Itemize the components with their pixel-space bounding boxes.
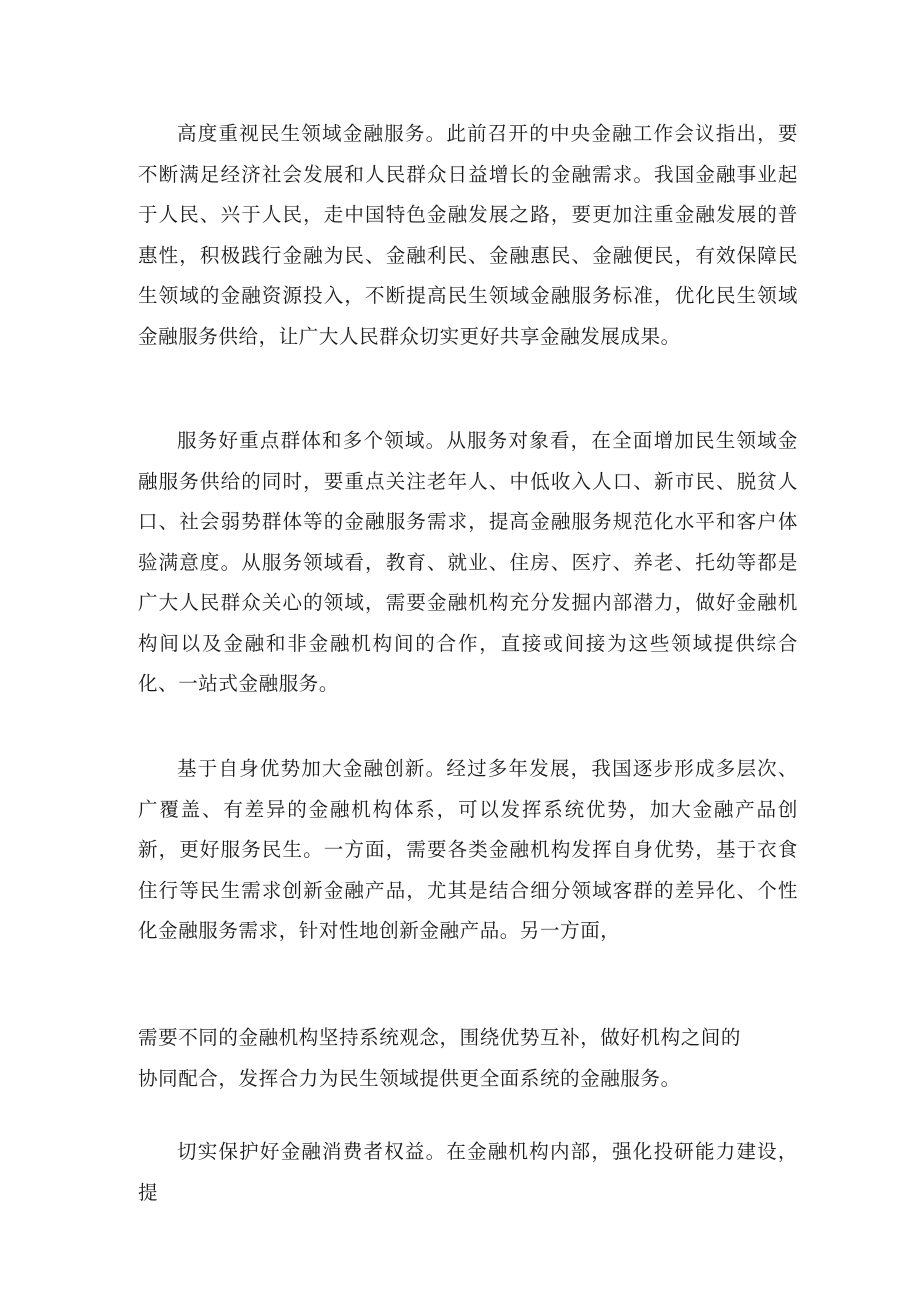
paragraph-key-groups: 服务好重点群体和多个领域。从服务对象看，在全面增加民生领域金融服务供给的同时，要重点关注老年人、中低收入人口、新市民、脱贫人口、社会弱势群体等的金融服务需求，提高金融服务规范化水平和客户体验满意度。从服务领域看，教育、就业、住房、医疗、养老、托幼等都是广大人民群众关心的领域，需要金融机构充分发掘内部潜力，做好金融机构间以及金融和非金融机构间的合作，直接或间接为这些领域提供综合化、一站式金融服务。 bbox=[138, 429, 798, 695]
paragraph-financial-innovation: 基于自身优势加大金融创新。经过多年发展，我国逐步形成多层次、广覆盖、有差异的金融机构体系，可以发挥系统优势，加大金融产品创新，更好服务民生。一方面，需要各类金融机构发挥自身优势，基于衣食住行等民生需求创新金融产品，尤其是结合细分领域客群的差异化、个性化金融服务需求，针对性地创新金融产品。另一方面， bbox=[138, 757, 798, 942]
paragraph-continuation-line: 需要不同的金融机构坚持系统观念，围绕优势互补，做好机构之间的 bbox=[138, 1026, 742, 1049]
paragraph-continuation-line: 协同配合，发挥合力为民生领域提供更全面系统的金融服务。 bbox=[138, 1067, 681, 1090]
paragraph-livelihood-finance: 高度重视民生领域金融服务。此前召开的中央金融工作会议指出，要不断满足经济社会发展和人民群众日益增长的金融需求。我国金融事业起于人民、兴于人民，走中国特色金融发展之路，要更加注重金融发展的普惠性，积极践行金融为民、金融利民、金融惠民、金融便民，有效保障民生领域的金融资源投入，不断提高民生领域金融服务标准，优化民生领域金融服务供给，让广大人民群众切实更好共享金融发展成果。 bbox=[138, 122, 798, 348]
paragraph-consumer-protection: 切实保护好金融消费者权益。在金融机构内部，强化投研能力建设，提 bbox=[138, 1140, 798, 1204]
